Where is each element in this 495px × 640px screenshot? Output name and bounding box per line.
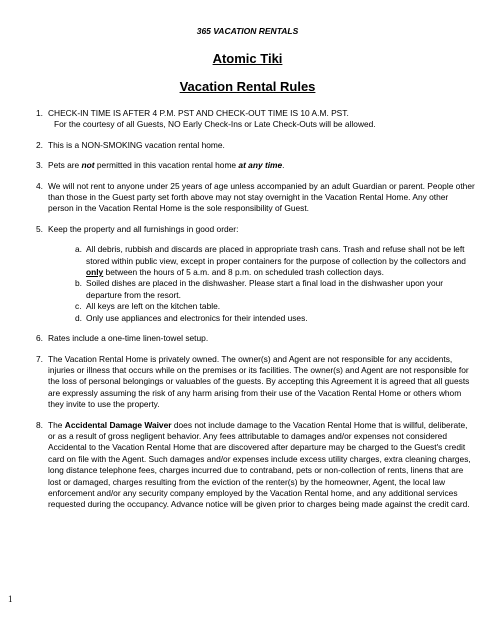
- rule-text-continued: For the courtesy of all Guests, NO Early Check-Ins or Late Check-Outs will be allowed.: [54, 119, 376, 130]
- rule-item: [36, 160, 476, 171]
- sub-item: [48, 301, 476, 312]
- rule-text: We will not rent to anyone under 25 years of age unless accompanied by an adult Guardian or parent. People other than those in the Guest party set forth above may not stay overnight in the Vacation Rental Home. Any other person in the Vacation Rental Home is the sole responsibility of Guest.: [48, 180, 475, 214]
- rules-list: [36, 108, 476, 520]
- page-number: 1: [8, 594, 13, 604]
- rule-item: [36, 420, 476, 511]
- company-header: 365 VACATION RENTALS: [196, 26, 299, 36]
- sub-text: All keys are left on the kitchen table.: [86, 301, 221, 312]
- rule-item: [36, 181, 476, 215]
- document-title: Atomic Tiki: [212, 51, 283, 66]
- sub-item: [48, 278, 476, 301]
- rule-item: [36, 140, 476, 151]
- sub-letter: c.: [75, 301, 82, 312]
- rule-number: 3.: [36, 160, 43, 171]
- rule-text: CHECK-IN TIME IS AFTER 4 P.M. PST AND CHECK-OUT TIME IS 10 A.M. PST.: [48, 108, 349, 118]
- rule-number: 6.: [36, 333, 43, 344]
- rule-item: [36, 354, 476, 411]
- sub-letter: d.: [75, 312, 82, 323]
- sub-text: Soiled dishes are placed in the dishwasher. Please start a final load in the dishwasher upon your departure from the resort.: [86, 278, 444, 300]
- rule-number: 2.: [36, 139, 43, 150]
- rule-number: 1.: [36, 108, 43, 118]
- rule-item: [36, 333, 476, 344]
- rule-item: [36, 224, 476, 324]
- rule-text: Pets are not permitted in this vacation rental home at any time.: [48, 160, 285, 171]
- sub-letter: a.: [75, 244, 82, 255]
- rule-text: This is a NON-SMOKING vacation rental home.: [48, 139, 225, 150]
- rule-text: The Accidental Damage Waiver does not include damage to the Vacation Rental Home that is willful, deliberate, or as a result of gross negligent behavior. Any fees attributable to damages and/or expenses not considered Accidental to the Vacation Rental Home that are discovered after departure may be charged to the Guest's credit card on file with the Agent. Such damages and/or expenses include excess utility charges, extra cleaning charges, long distance telephone fees, charges incurred due to contraband, pets or non-collection of rents, linens that are lost or damaged, charges resulting from the eviction of the renter(s) by the homeowner, Agent, the local law enforcement and/or any security company employed by the Vacation Rental home, and any additional services requested during the occupancy. Advance notice will be given prior to charges being made against the credit card.: [48, 419, 471, 510]
- sub-letter: b.: [75, 278, 82, 289]
- sub-text: All debris, rubbish and discards are placed in appropriate trash cans. Trash and refuse shall not be left stored within public view, except in proper containers for the purpose of collection by the collectors and only between the hours of 5 a.m. and 8 p.m. on scheduled trash collection days.: [86, 244, 466, 278]
- rule-number: 4.: [36, 180, 43, 191]
- rule-text: Rates include a one-time linen-towel setup.: [48, 333, 209, 344]
- rule-number: 8.: [36, 419, 43, 430]
- rule-number: 7.: [36, 353, 43, 364]
- rule-text: Keep the property and all furnishings in good order:: [48, 223, 239, 234]
- document-subtitle: Vacation Rental Rules: [179, 79, 316, 94]
- rule-number: 5.: [36, 223, 43, 234]
- sub-text: Only use appliances and electronics for their intended uses.: [86, 312, 308, 323]
- rule-item: [36, 108, 476, 131]
- sub-list: [48, 244, 476, 324]
- rule-text: The Vacation Rental Home is privately owned. The owner(s) and Agent are not responsible for any accidents, injuries or illness that occurs while on the premises or its facilities. The owner(s) and Agent are not responsible for the loss of personal belongings or valuables of the guests. By accepting this Agreement it is agreed that all guests are expressly assuming the risk of any harm arising from their use of the Vacation Rental Home or others whom they invite to use the property.: [48, 353, 470, 410]
- sub-item: [48, 313, 476, 324]
- sub-item: [48, 244, 476, 278]
